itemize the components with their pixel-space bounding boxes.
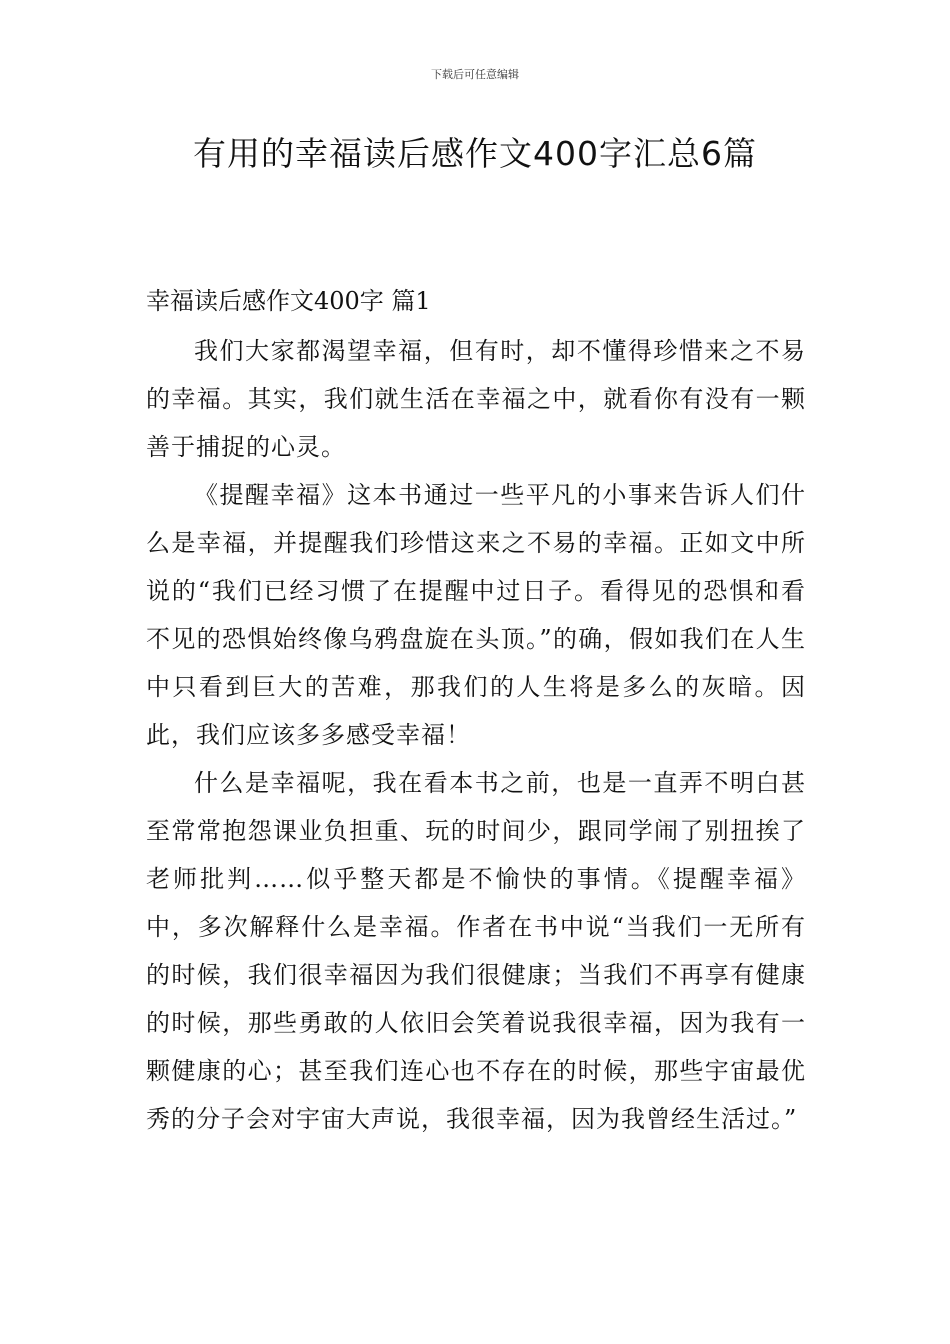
paragraph-3: 什么是幸福呢，我在看本书之前，也是一直弄不明白甚至常常抱怨课业负担重、玩的时间少，跟同学闹了别扭挨了老师批判……似乎整天都是不愉快的事情。《提醒幸福》中，多次解释什么是幸福。作者在书中说“当我们一无所有的时候，我们很幸福因为我们很健康；当我们不再享有健康的时候，那些勇敢的人依旧会笑着说我很幸福，因为我有一颗健康的心；甚至我们连心也不存在的时候，那些宇宙最优秀的分子会对宇宙大声说，我很幸福，因为我曾经生活过。” [146, 769, 806, 1133]
paragraph-2: 《提醒幸福》这本书通过一些平凡的小事来告诉人们什么是幸福，并提醒我们珍惜这来之不易的幸福。正如文中所说的“我们已经习惯了在提醒中过日子。看得见的恐惧和看不见的恐惧始终像乌鸦盘旋在头顶。”的确，假如我们在人生中只看到巨大的苦难，那我们的人生将是多么的灰暗。因此，我们应该多多感受幸福！ [146, 481, 806, 749]
section-heading: 幸福读后感作文400字 篇1 [146, 287, 431, 315]
document-title: 有用的幸福读后感作文400字汇总6篇 [193, 134, 757, 173]
paragraph-1: 我们大家都渴望幸福，但有时，却不懂得珍惜来之不易的幸福。其实，我们就生活在幸福之中，就看你有没有一颗善于捕捉的心灵。 [146, 337, 806, 461]
header-note: 下载后可任意编辑 [431, 68, 519, 81]
document-body [146, 281, 806, 1143]
